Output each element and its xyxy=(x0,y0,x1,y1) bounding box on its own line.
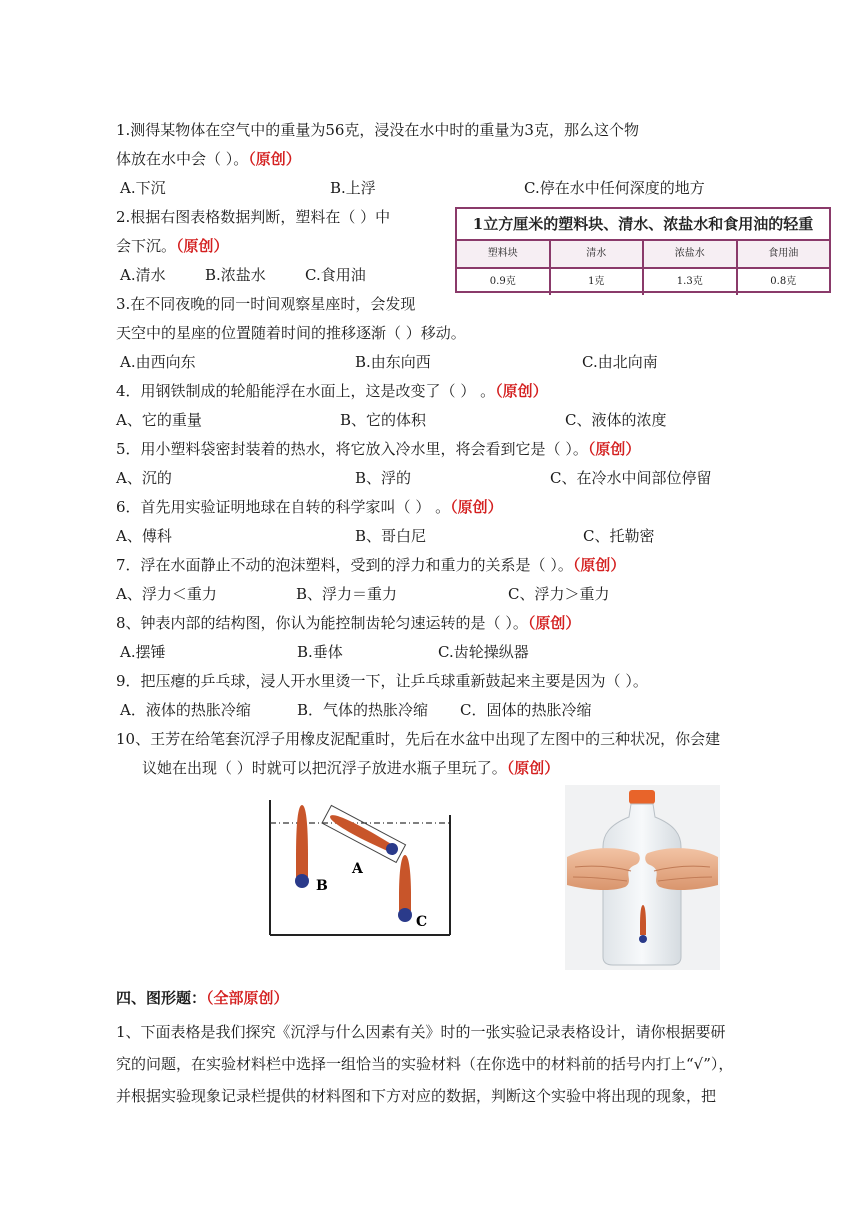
q1-option-c: C.停在水中任何深度的地方 xyxy=(524,179,705,197)
q6-stem: 6．首先用实验证明地球在自转的科学家叫（ ） 。（原创） xyxy=(116,498,503,516)
table-header-cell: 塑料块 xyxy=(457,241,551,267)
table-header-cell: 清水 xyxy=(551,241,645,267)
q8-option-a: A.摆锤 xyxy=(120,643,166,661)
q1-stem-line2: 体放在水中会（ ）。（原创） xyxy=(116,150,301,168)
bottle-floater-clay xyxy=(639,935,647,943)
floater-c-tube xyxy=(399,855,411,911)
original-tag: （全部原创） xyxy=(206,989,289,1007)
original-tag: （原创） xyxy=(495,382,548,400)
q3-stem-line1: 3.在不同夜晚的同一时间观察星座时，会发现 xyxy=(116,295,416,313)
q7-option-b: B、浮力＝重力 xyxy=(296,585,398,603)
q5-option-b: B、浮的 xyxy=(355,469,412,487)
q4-option-c: C、液体的浓度 xyxy=(565,411,667,429)
q3-option-a: A.由西向东 xyxy=(120,353,196,371)
label-b: B xyxy=(316,878,328,894)
q1-option-a: A.下沉 xyxy=(120,179,166,197)
q7-stem: 7．浮在水面静止不动的泡沫塑料，受到的浮力和重力的关系是（ ）。（原创） xyxy=(116,556,626,574)
table-header-row xyxy=(457,241,829,269)
q9-stem: 9．把压瘪的乒乓球，浸人开水里烫一下，让乒乓球重新鼓起来主要是因为（ ）。 xyxy=(116,672,648,690)
q9-option-a: A．液体的热胀冷缩 xyxy=(120,701,251,719)
bottle-cap xyxy=(629,790,655,804)
q10-stem-line2: 议她在出现（ ）时就可以把沉浮子放进水瓶子里玩了。（原创） xyxy=(142,759,560,777)
label-c: C xyxy=(416,914,428,930)
q2-stem-line1: 2.根据右图表格数据判断，塑料在（ ）中 xyxy=(116,208,391,226)
bottle-figure xyxy=(565,785,720,970)
q4-option-a: A、它的重量 xyxy=(116,411,202,429)
basin-figure xyxy=(262,795,462,940)
original-tag: （原创） xyxy=(527,614,581,632)
q10-stem-line1: 10、王芳在给笔套沉浮子用橡皮泥配重时，先后在水盆中出现了左图中的三种状况，你会建 xyxy=(116,730,721,748)
q6-option-b: B、哥白尼 xyxy=(355,527,427,545)
q2-stem-line2: 会下沉。（原创） xyxy=(116,237,229,255)
q2-option-c: C.食用油 xyxy=(305,266,366,284)
q6-option-c: C、托勒密 xyxy=(583,527,655,545)
q9-option-c: C．固体的热胀冷缩 xyxy=(460,701,592,719)
label-a: A xyxy=(352,861,363,877)
table-header-cell: 浓盐水 xyxy=(644,241,738,267)
q4-stem: 4．用钢铁制成的轮船能浮在水面上，这是改变了（ ） 。（原创） xyxy=(116,382,548,400)
q7-option-a: A、浮力＜重力 xyxy=(116,585,217,603)
floater-a xyxy=(322,805,406,862)
original-tag: （原创） xyxy=(587,440,641,458)
table-value-cell: 1.3克 xyxy=(644,269,738,295)
section4-q1-line2: 究的问题，在实验材料栏中选择一组恰当的实验材料（在你选中的材料前的括号内打上“√”）， xyxy=(116,1055,734,1073)
density-table xyxy=(455,207,831,293)
q8-stem: 8、钟表内部的结构图，你认为能控制齿轮匀速运转的是（ ）。（原创） xyxy=(116,614,581,632)
original-tag: （原创） xyxy=(450,498,503,516)
original-tag: （原创） xyxy=(572,556,626,574)
q3-option-c: C.由北向南 xyxy=(582,353,658,371)
q6-option-a: A、傅科 xyxy=(116,527,172,545)
q9-option-b: B．气体的热胀冷缩 xyxy=(297,701,429,719)
q8-option-c: C.齿轮操纵器 xyxy=(438,643,529,661)
q1-option-b: B.上浮 xyxy=(330,179,376,197)
q5-option-a: A、沉的 xyxy=(116,469,172,487)
q7-option-c: C、浮力＞重力 xyxy=(508,585,610,603)
q4-option-b: B、它的体积 xyxy=(340,411,427,429)
table-value-row xyxy=(457,269,829,295)
floater-c-clay xyxy=(398,908,412,922)
q3-stem-line2: 天空中的星座的位置随着时间的推移逐渐（ ）移动。 xyxy=(116,324,466,342)
floater-c xyxy=(398,855,412,922)
q3-option-b: B.由东向西 xyxy=(355,353,431,371)
q5-stem: 5．用小塑料袋密封装着的热水，将它放入冷水里，将会看到它是（ ）。（原创） xyxy=(116,440,641,458)
original-tag: （原创） xyxy=(248,150,301,168)
table-value-cell: 0.9克 xyxy=(457,269,551,295)
floater-b-tube xyxy=(296,805,308,877)
q1-stem-line1: 1.测得某物体在空气中的重量为56克，浸没在水中时的重量为3克，那么这个物 xyxy=(116,121,639,139)
floater-b-clay xyxy=(295,874,309,888)
table-value-cell: 0.8克 xyxy=(770,276,797,287)
section4-q1-line1: 1、下面表格是我们探究《沉浮与什么因素有关》时的一张实验记录表格设计，请你根据要研 xyxy=(116,1023,726,1041)
table-header-cell: 食用油 xyxy=(768,248,799,259)
table-title: 1立方厘米的塑料块、清水、浓盐水和食用油的轻重 xyxy=(457,209,829,241)
q2-option-a: A.清水 xyxy=(120,266,166,284)
section4-q1-line3: 并根据实验现象记录栏提供的材料图和下方对应的数据，判断这个实验中将出现的现象，把 xyxy=(116,1087,717,1105)
section4-heading: 四、图形题：（全部原创） xyxy=(116,989,289,1007)
q2-option-b: B.浓盐水 xyxy=(205,266,266,284)
floater-b xyxy=(295,805,309,888)
table-value-cell: 1克 xyxy=(551,269,645,295)
q8-option-b: B.垂体 xyxy=(297,643,343,661)
original-tag: （原创） xyxy=(506,759,560,777)
q5-option-c: C、在冷水中间部位停留 xyxy=(550,469,712,487)
original-tag: （原创） xyxy=(176,237,229,255)
